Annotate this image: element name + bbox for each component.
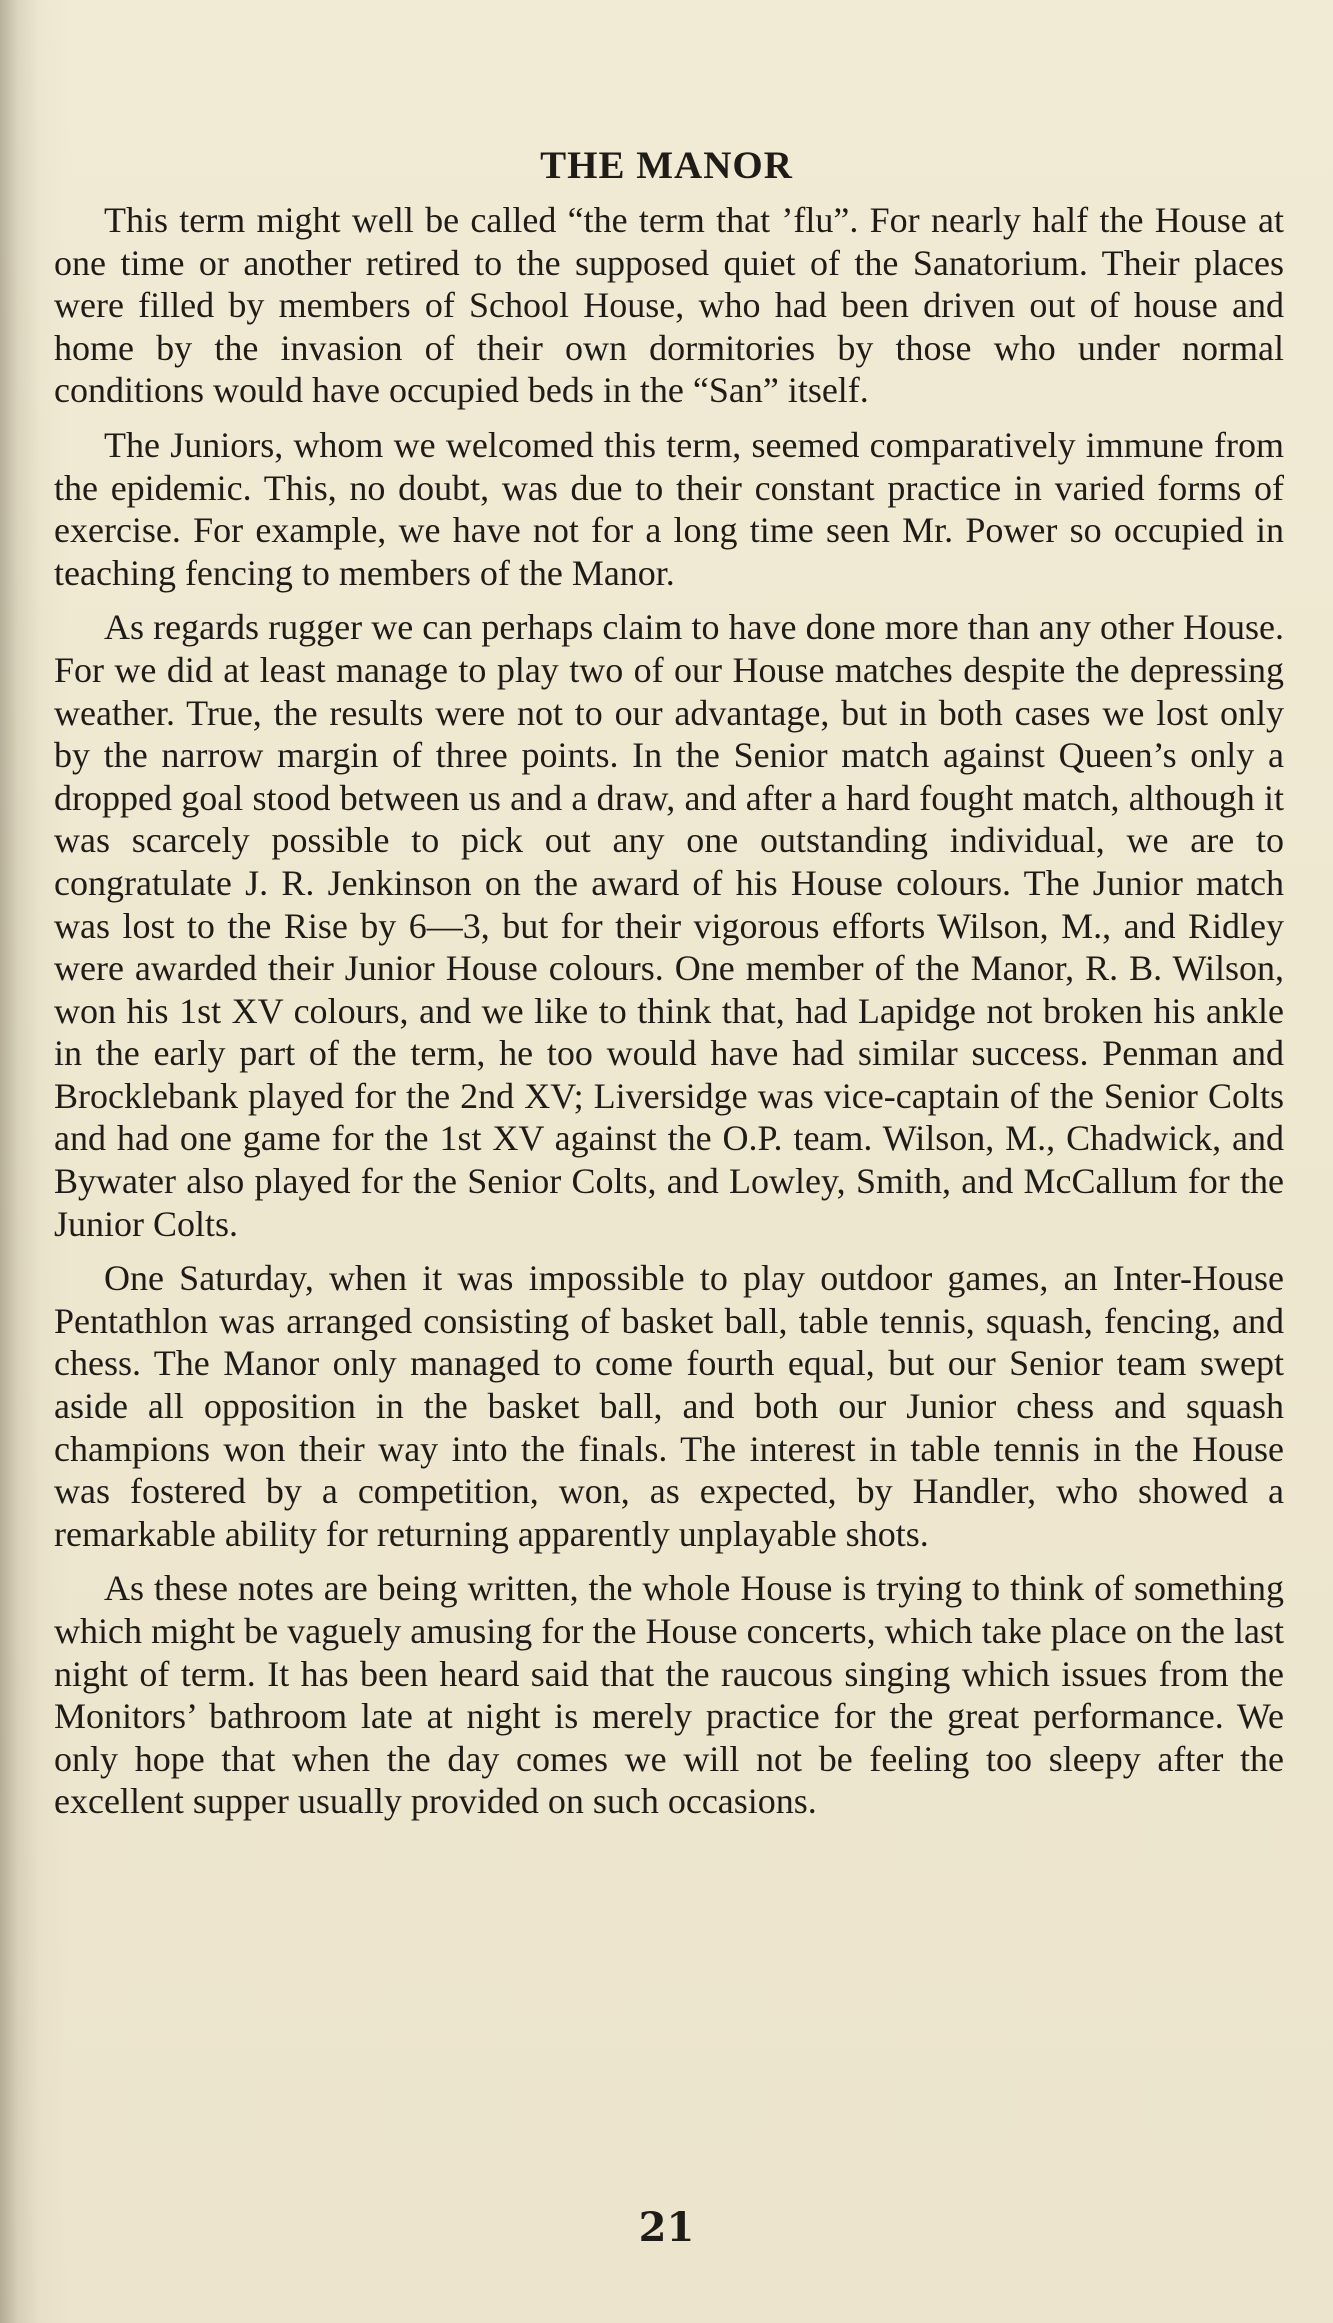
paragraph-flu: This term might well be called “the term that ’flu”. For nearly half the House at one time or another retired to the supposed quiet of the Sanatorium. Their places were filled by members of School House, who had been driven out of house and home by the invasion of their own dormitories by those who under normal conditions would have occupied beds in the “San” itself.: [54, 200, 1284, 411]
paragraph-concerts: As these notes are being written, the whole House is trying to think of something which might be vaguely amusing for the House concerts, which take place on the last night of term. It has been heard said that the raucous singing which issues from the Monitors’ bathroom late at night is merely practice for the great performance. We only hope that when the day comes we will not be feeling too sleepy after the excellent supper usually provided on such occasions.: [54, 1568, 1284, 1822]
article-body: [54, 199, 1284, 1823]
page-number: 21: [638, 2204, 695, 2251]
paragraph-pentathlon: One Saturday, when it was impossible to play outdoor games, an Inter-House Pentathlon was arranged consisting of basket ball, table tennis, squash, fencing, and chess. The Manor only managed to come fourth equal, but our Senior team swept aside all opposition in the basket ball, and both our Junior chess and squash champions won their way into the finals. The interest in table tennis in the House was fostered by a competition, won, as expected, by Handler, who showed a remarkable ability for returning apparently unplayable shots.: [54, 1258, 1284, 1554]
paragraph-rugger: As regards rugger we can perhaps claim to have done more than any other House. For we did at least manage to play two of our House matches despite the depressing weather. True, the results were not to our advantage, but in both cases we lost only by the narrow margin of three points. In the Senior match against Queen’s only a dropped goal stood between us and a draw, and after a hard fought match, although it was scarcely possible to pick out any one outstanding individual, we are to congratulate J. R. Jenkinson on the award of his House colours. The Junior match was lost to the Rise by 6—3, but for their vigorous efforts Wilson, M., and Ridley were awarded their Junior House colours. One member of the Manor, R. B. Wilson, won his 1st XV colours, and we like to think that, had Lapidge not broken his ankle in the early part of the term, he too would have had similar success. Penman and Brocklebank played for the 2nd XV; Liversidge was vice-captain of the Senior Colts and had one game for the 1st XV against the O.P. team. Wilson, M., Chadwick, and Bywater also played for the Senior Colts, and Lowley, Smith, and McCallum for the Junior Colts.: [54, 607, 1284, 1244]
page-title: THE MANOR: [540, 144, 793, 187]
paragraph-juniors: The Juniors, whom we welcomed this term, seemed comparatively immune from the epidemic. This, no doubt, was due to their constant practice in varied forms of exercise. For example, we have not for a long time seen Mr. Power so occupied in teaching fencing to members of the Manor.: [54, 424, 1284, 593]
